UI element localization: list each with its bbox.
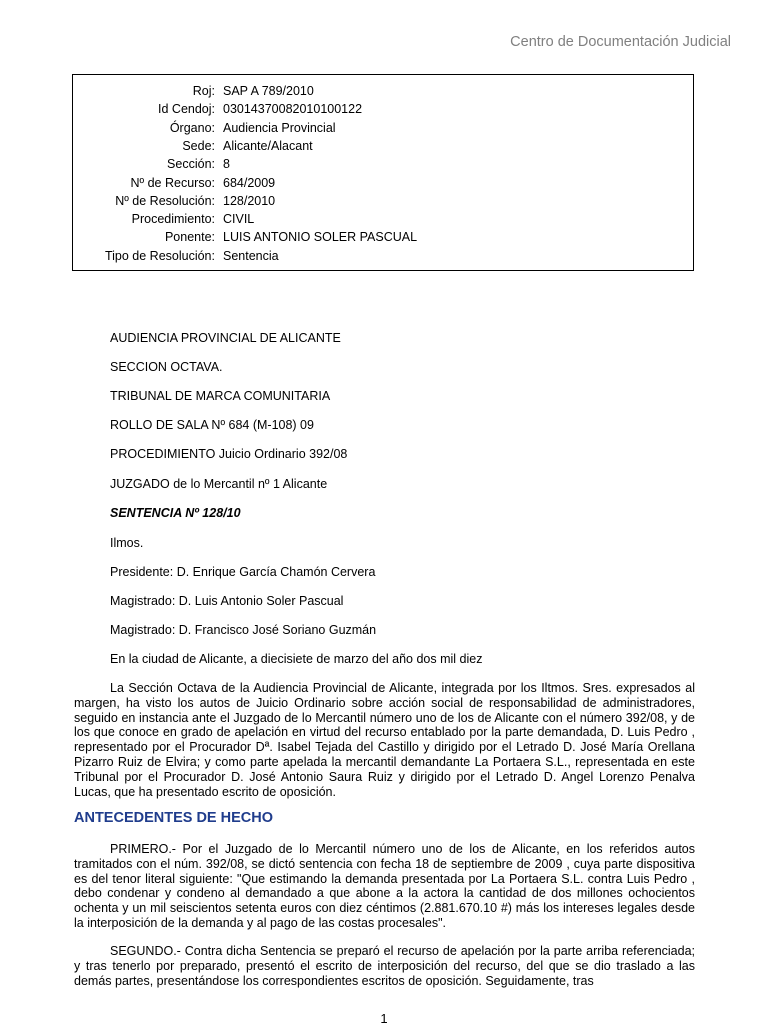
sentencia-number: SENTENCIA Nº 128/10 <box>110 506 241 520</box>
metadata-value: Alicante/Alacant <box>223 138 313 153</box>
primero-paragraph: PRIMERO.- Por el Juzgado de lo Mercantil número uno de los de Alicante, en los referidos autos tramitados con el núm. 392/08, se dictó sentencia con fecha 18 de septiembre de 2009 , cuya parte dispositiva es del tenor literal siguiente: "Que estimando la demanda presentada por La Portaera S.L. contra Luis Pedro , debo condenar y condeno al demandado a que abone a la actora la cantidad de dos millones ochocientos ochenta y un mil seiscientos setenta euros con diez céntimos (2.881.670.10 #) más los intereses legales desde la interposición de la demanda y al pago de las costas procesales". <box>74 842 695 930</box>
metadata-value: 03014370082010100122 <box>223 102 363 117</box>
magistrado-line: Magistrado: D. Francisco José Soriano Guzmán <box>110 623 377 637</box>
metadata-row-recurso <box>73 174 693 192</box>
court-section: SECCION OCTAVA. <box>110 360 223 374</box>
metadata-label: Sección: <box>167 157 215 172</box>
metadata-value: LUIS ANTONIO SOLER PASCUAL <box>223 230 418 245</box>
metadata-label: Sede: <box>182 138 215 153</box>
metadata-label: Nº de Recurso: <box>130 175 215 190</box>
metadata-row-organo <box>73 119 693 137</box>
metadata-row-sede <box>73 137 693 155</box>
metadata-row-id-cendoj <box>73 100 693 118</box>
fecha-line: En la ciudad de Alicante, a diecisiete de marzo del año dos mil diez <box>110 652 483 666</box>
metadata-label: Roj: <box>192 84 215 98</box>
metadata-value: CIVIL <box>223 212 255 227</box>
metadata-value: SAP A 789/2010 <box>223 84 314 98</box>
presidente-line: Presidente: D. Enrique García Chamón Cervera <box>110 565 376 579</box>
intro-paragraph: La Sección Octava de la Audiencia Provincial de Alicante, integrada por los Iltmos. Sres. expresados al margen, ha visto los autos de Juicio Ordinario sobre acción social de responsabilidad de administradores, seguido en instancia ante el Juzgado de lo Mercantil número uno de los de Alicante con el número 392/08, y de los que conoce en grado de apelación en virtud del recurso entablado por la parte demandada, D. Luis Pedro , representado por el Procurador Dª. Isabel Tejada del Castillo y dirigido por el Letrado D. José María Orellana Pizarro Ruiz de Elvira; y como parte apelada la mercantil demandante La Portaera S.L., representada en este Tribunal por el Procurador D. José Antonio Saura Ruiz y dirigido por el Letrado D. Angel Lorenzo Penalva Lucas, que ha presentado escrito de oposición. <box>74 681 695 799</box>
procedimiento-line: PROCEDIMIENTO Juicio Ordinario 392/08 <box>110 447 348 461</box>
tribunal-name: TRIBUNAL DE MARCA COMUNITARIA <box>110 389 331 403</box>
metadata-row-roj <box>73 82 693 100</box>
section-title: ANTECEDENTES DE HECHO <box>74 810 273 826</box>
metadata-label: Id Cendoj: <box>158 102 215 117</box>
metadata-value: 8 <box>223 157 230 172</box>
metadata-label: Ponente: <box>164 230 215 245</box>
metadata-label: Nº de Resolución: <box>115 193 215 208</box>
metadata-label: Órgano: <box>169 120 215 135</box>
magistrado-line: Magistrado: D. Luis Antonio Soler Pascual <box>110 594 344 608</box>
metadata-row-procedimiento <box>73 210 693 228</box>
rollo-de-sala: ROLLO DE SALA Nº 684 (M-108) 09 <box>110 418 314 432</box>
metadata-value: 128/2010 <box>223 193 276 208</box>
metadata-row-resolucion <box>73 192 693 210</box>
juzgado-line: JUZGADO de lo Mercantil nº 1 Alicante <box>110 477 328 491</box>
metadata-value: 684/2009 <box>223 175 276 190</box>
metadata-row-seccion <box>73 155 693 173</box>
metadata-row-ponente <box>73 228 693 246</box>
court-name: AUDIENCIA PROVINCIAL DE ALICANTE <box>110 331 341 345</box>
metadata-box <box>72 74 694 271</box>
metadata-value: Sentencia <box>223 248 279 263</box>
segundo-paragraph: SEGUNDO.- Contra dicha Sentencia se preparó el recurso de apelación por la parte arriba referenciada; y tras tenerlo por preparado, presentó el escrito de interposición del recurso, del que se dio traslado a las demás partes, presentándose los correspondientes escritos de oposición. Seguidamente, tras <box>74 944 695 988</box>
metadata-value: Audiencia Provincial <box>223 120 336 135</box>
metadata-row-tipo-resolucion <box>73 247 693 265</box>
page-number: 1 <box>380 1011 388 1026</box>
metadata-label: Tipo de Resolución: <box>104 248 215 263</box>
ilmos-line: Ilmos. <box>110 536 144 550</box>
metadata-label: Procedimiento: <box>131 212 215 227</box>
document-source: Centro de Documentación Judicial <box>510 34 731 50</box>
